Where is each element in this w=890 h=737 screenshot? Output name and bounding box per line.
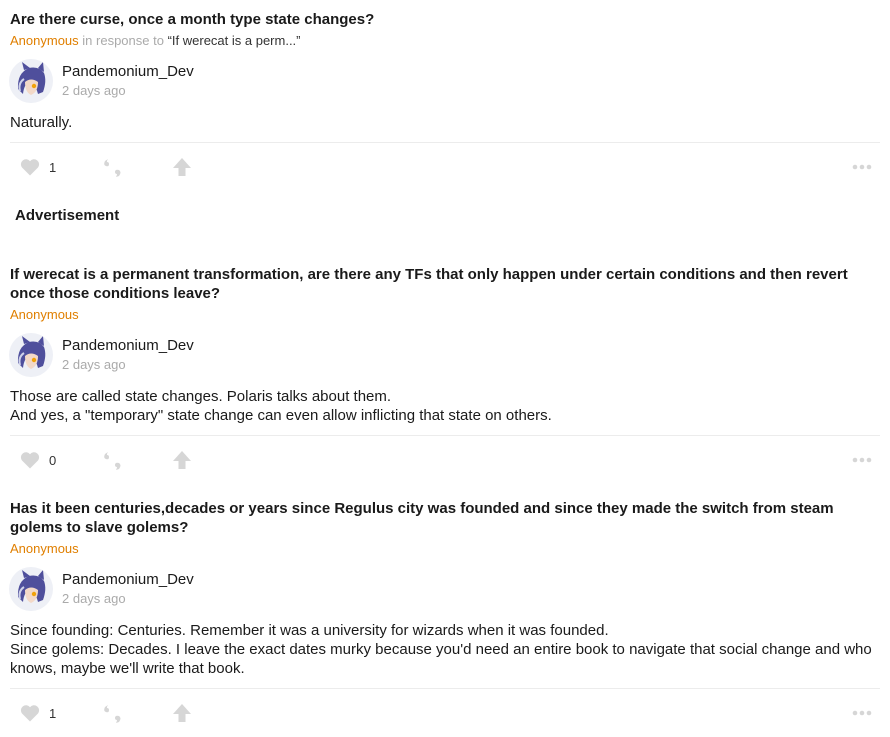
author-name[interactable]: Pandemonium_Dev bbox=[62, 63, 194, 80]
share-arrow-icon bbox=[172, 450, 192, 470]
quote-button[interactable] bbox=[102, 143, 124, 191]
action-bar bbox=[10, 143, 880, 191]
answer-text bbox=[10, 621, 880, 678]
author-name[interactable]: Pandemonium_Dev bbox=[62, 571, 194, 588]
post-time[interactable]: 2 days ago bbox=[62, 357, 126, 372]
author-info bbox=[62, 63, 194, 99]
asker-name: Anonymous bbox=[10, 541, 79, 556]
avatar-image bbox=[9, 59, 53, 103]
like-count: 1 bbox=[49, 159, 57, 175]
heart-icon bbox=[20, 158, 40, 176]
action-bar bbox=[10, 436, 880, 484]
question-text[interactable]: Are there curse, once a month type state changes? bbox=[10, 11, 375, 28]
more-dots-icon bbox=[852, 164, 872, 170]
post-time[interactable]: 2 days ago bbox=[62, 83, 126, 98]
question-meta bbox=[10, 306, 880, 323]
more-options-button[interactable] bbox=[852, 143, 872, 191]
like-button[interactable] bbox=[20, 436, 56, 484]
avatar[interactable] bbox=[9, 567, 53, 611]
in-response-link[interactable]: “If werecat is a perm...” bbox=[167, 33, 301, 48]
answer-line: Those are called state changes. Polaris talks about them. bbox=[10, 388, 392, 405]
like-button[interactable] bbox=[20, 143, 56, 191]
author-row bbox=[10, 333, 880, 377]
question-text[interactable]: Has it been centuries,decades or years since Regulus city was founded and since they made the switch from steam golems to slave golems? bbox=[10, 500, 834, 536]
quote-icon bbox=[102, 449, 124, 471]
quote-button[interactable] bbox=[102, 436, 124, 484]
answer-line: Naturally. bbox=[10, 114, 73, 131]
question-meta bbox=[10, 32, 880, 49]
more-dots-icon bbox=[852, 457, 872, 463]
author-info bbox=[62, 571, 194, 607]
more-options-button[interactable] bbox=[852, 689, 872, 737]
share-arrow-icon bbox=[172, 703, 192, 723]
question-meta bbox=[10, 540, 880, 557]
avatar-image bbox=[9, 567, 53, 611]
author-row bbox=[10, 59, 880, 103]
answer-text bbox=[10, 113, 880, 132]
answer-card bbox=[10, 10, 880, 191]
answer-card bbox=[10, 499, 880, 737]
post-time[interactable]: 2 days ago bbox=[62, 591, 126, 606]
share-button[interactable] bbox=[172, 689, 192, 737]
question-text[interactable]: If werecat is a permanent transformation, are there any TFs that only happen under certain conditions and then revert once those conditions leave? bbox=[10, 266, 848, 302]
more-options-button[interactable] bbox=[852, 436, 872, 484]
advertisement-label: Advertisement bbox=[15, 207, 120, 224]
answer-card bbox=[10, 265, 880, 484]
avatar-image bbox=[9, 333, 53, 377]
asker-name: Anonymous bbox=[10, 33, 79, 48]
share-button[interactable] bbox=[172, 436, 192, 484]
heart-icon bbox=[20, 704, 40, 722]
author-info bbox=[62, 337, 194, 373]
answer-line: Since founding: Centuries. Remember it was a university for wizards when it was founded. bbox=[10, 622, 609, 639]
avatar[interactable] bbox=[9, 333, 53, 377]
share-arrow-icon bbox=[172, 157, 192, 177]
share-button[interactable] bbox=[172, 143, 192, 191]
like-count: 1 bbox=[49, 705, 57, 721]
like-button[interactable] bbox=[20, 689, 56, 737]
answer-line: And yes, a "temporary" state change can even allow inflicting that state on others. bbox=[10, 407, 552, 424]
more-dots-icon bbox=[852, 710, 872, 716]
heart-icon bbox=[20, 451, 40, 469]
avatar[interactable] bbox=[9, 59, 53, 103]
author-row bbox=[10, 567, 880, 611]
in-response-label: in response to bbox=[82, 33, 164, 48]
quote-icon bbox=[102, 702, 124, 724]
author-name[interactable]: Pandemonium_Dev bbox=[62, 337, 194, 354]
quote-button[interactable] bbox=[102, 689, 124, 737]
like-count: 0 bbox=[49, 452, 57, 468]
asker-name: Anonymous bbox=[10, 307, 79, 322]
answer-text bbox=[10, 387, 880, 425]
answer-line: Since golems: Decades. I leave the exact dates murky because you'd need an entire book to navigate that social change and who knows, maybe we'll write that book. bbox=[10, 641, 872, 677]
action-bar bbox=[10, 689, 880, 737]
quote-icon bbox=[102, 156, 124, 178]
